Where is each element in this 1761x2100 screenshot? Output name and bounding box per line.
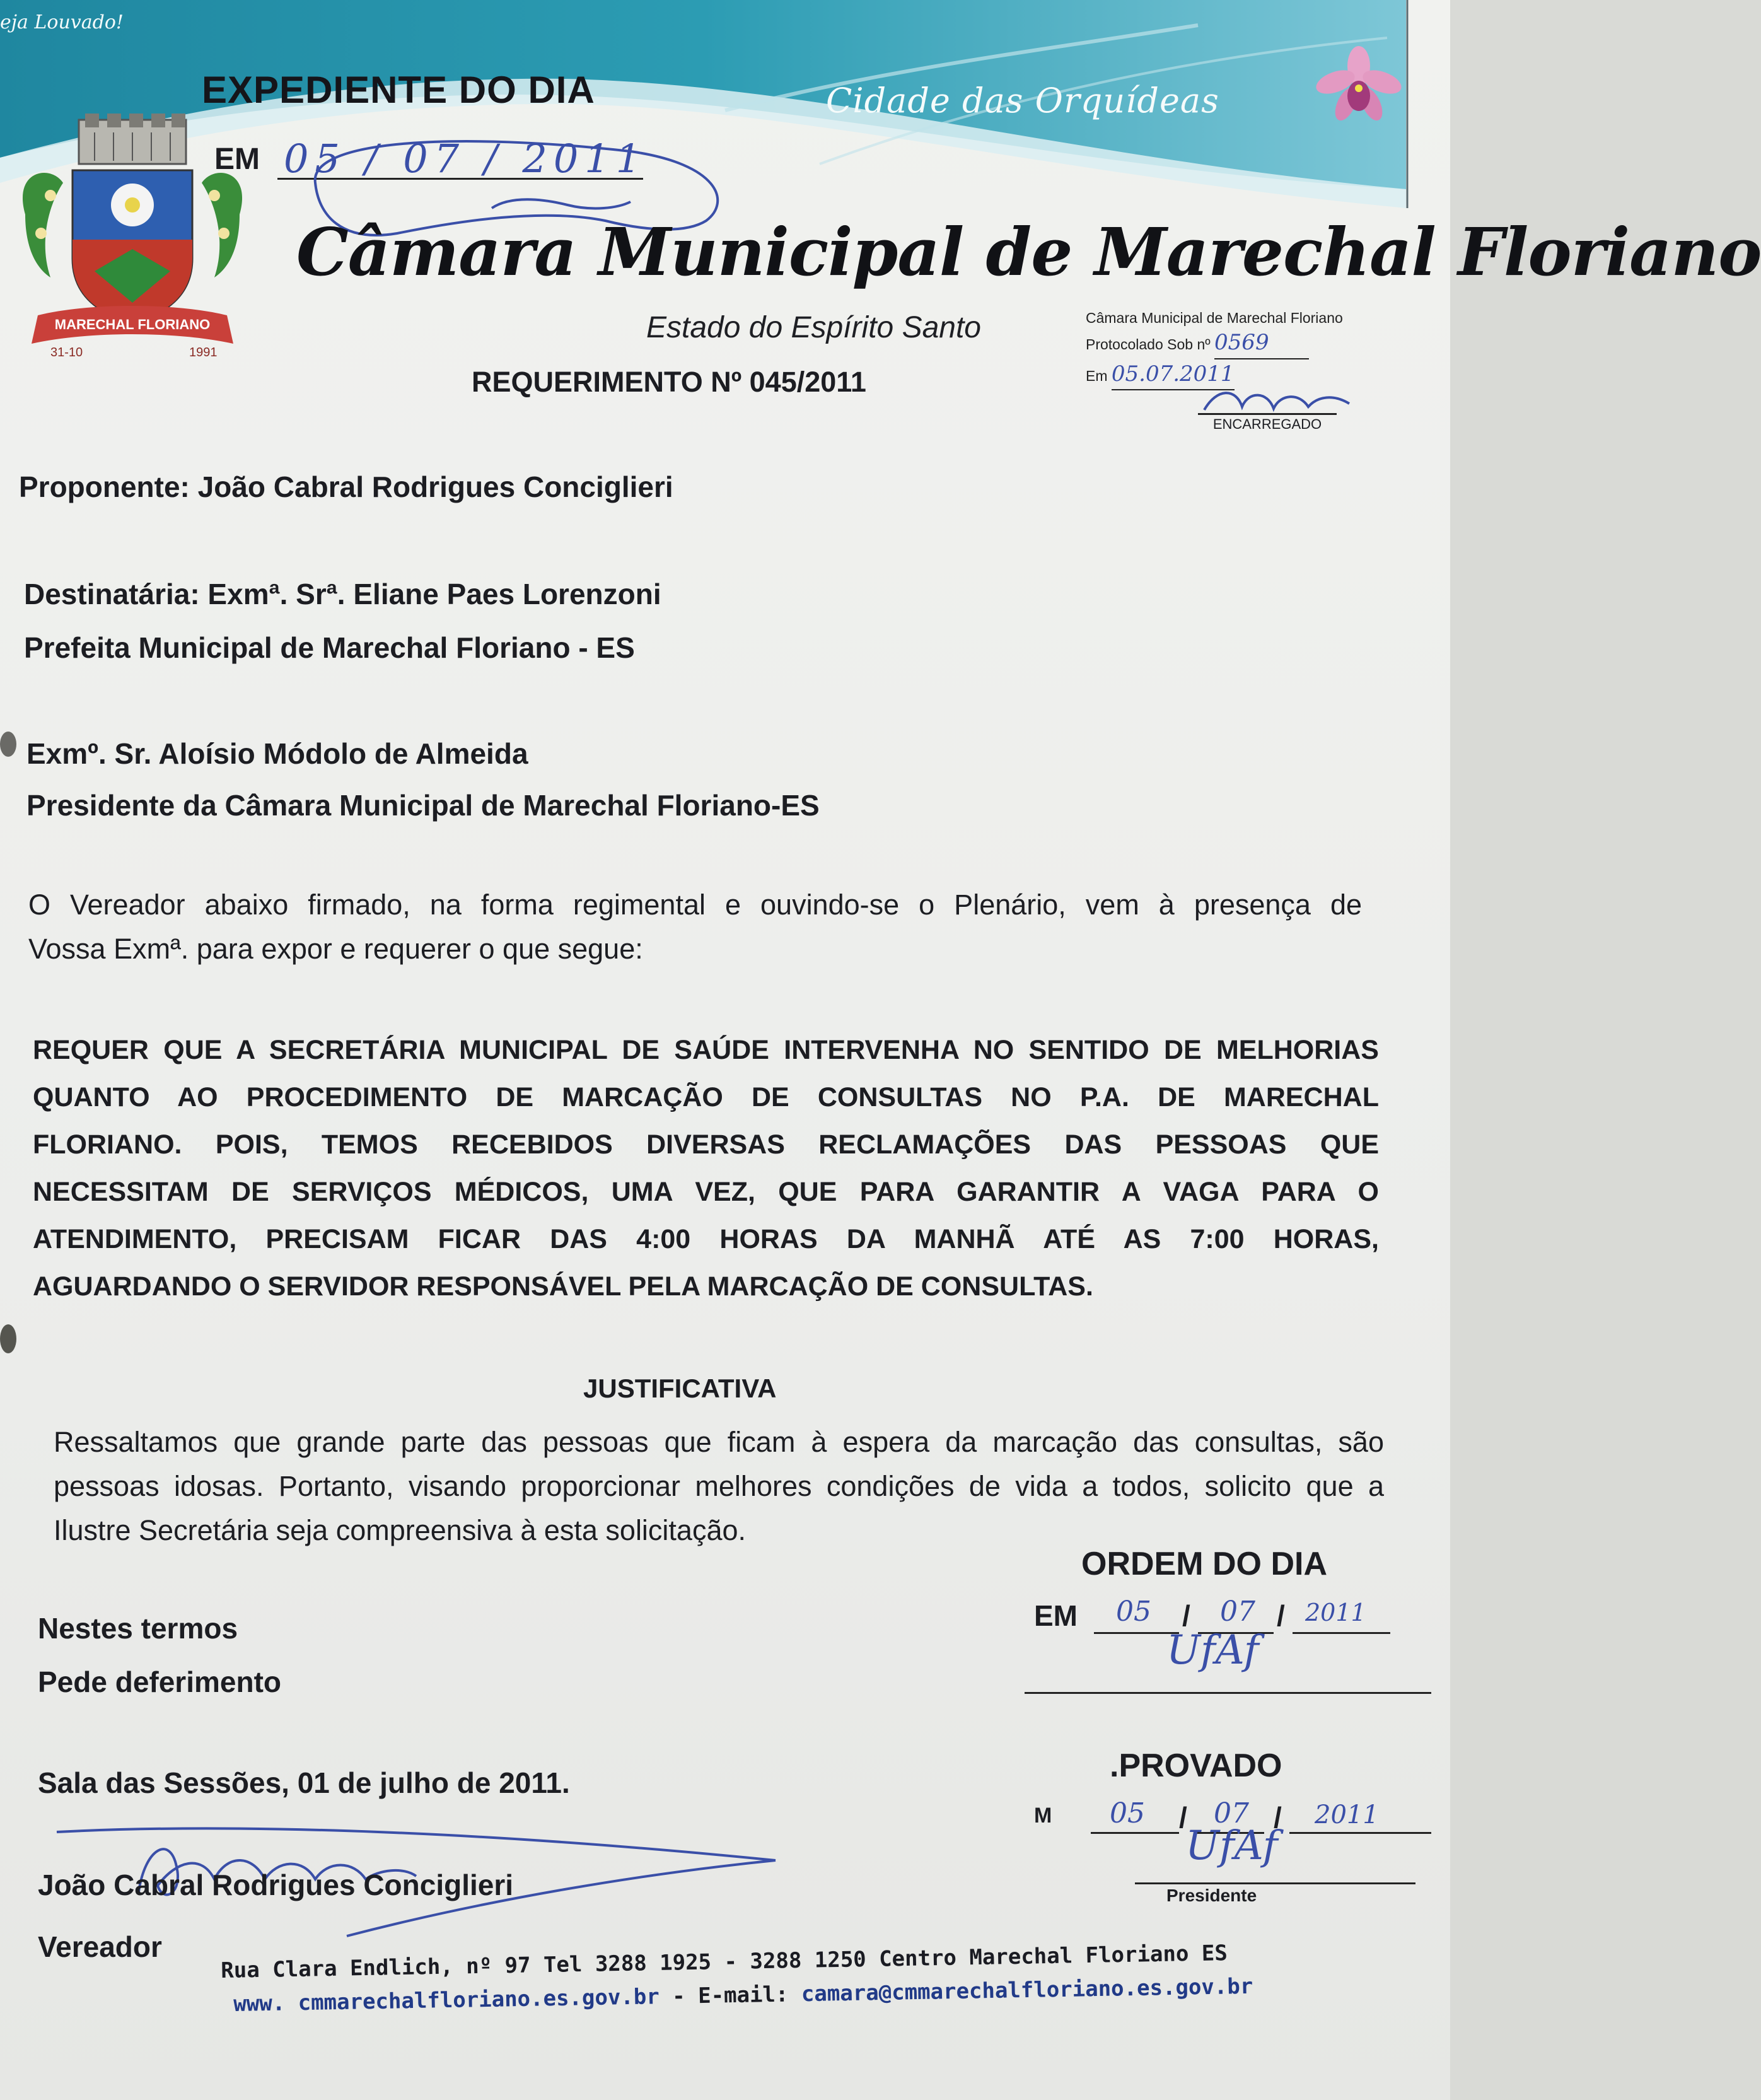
- ordem-month: 07: [1220, 1595, 1255, 1628]
- signer-name: João Cabral Rodrigues Conciglieri: [38, 1869, 514, 1901]
- expediente-title: EXPEDIENTE DO DIA: [202, 69, 595, 111]
- ordem-day: 05: [1116, 1595, 1151, 1628]
- aprovado-slash-1: /: [1179, 1801, 1187, 1834]
- closing-line-2: Pede deferimento: [38, 1665, 281, 1698]
- ordem-year-line: [1293, 1632, 1390, 1634]
- justificativa-line: pessoas idosas. Portanto, visando proporcionar melhores condições de vida a todos, solicito que a: [54, 1470, 1384, 1502]
- crest-year-right: 1991: [189, 346, 218, 359]
- state-subtitle: Estado do Espírito Santo: [646, 311, 981, 344]
- request-line: QUANTO AO PROCEDIMENTO DE MARCAÇÃO DE CONSULTAS NO P.A. DE MARECHAL: [33, 1082, 1379, 1112]
- ordem-em-label: EM: [1034, 1599, 1078, 1632]
- aprovado-signature-line: [1135, 1882, 1415, 1884]
- request-line: AGUARDANDO O SERVIDOR RESPONSÁVEL PELA MARCAÇÃO DE CONSULTAS.: [33, 1271, 1093, 1302]
- closing-line-1: Nestes termos: [38, 1612, 238, 1645]
- aprovado-day: 05: [1110, 1797, 1145, 1829]
- orchid-icon: [1311, 44, 1406, 139]
- justificativa-line: Ilustre Secretária seja compreensiva à esta solicitação.: [54, 1514, 747, 1546]
- aprovado-title: .PROVADO: [1110, 1747, 1282, 1784]
- binder-hole: [0, 1324, 16, 1353]
- sala-das-sessoes: Sala das Sessões, 01 de julho de 2011.: [38, 1766, 570, 1799]
- requerimento-title: REQUERIMENTO Nº 045/2011: [472, 366, 866, 398]
- ordem-slash-2: /: [1277, 1599, 1285, 1632]
- protocol-stamp: [1086, 308, 1343, 390]
- justificativa-title: JUSTIFICATIVA: [583, 1374, 777, 1403]
- protocol-date: 05.07.2011: [1112, 359, 1235, 391]
- expediente-date: 05 / 07 / 2011: [284, 136, 648, 182]
- request-line: NECESSITAM DE SERVIÇOS MÉDICOS, UMA VEZ, QUE PARA GARANTIR A VAGA PARA O: [33, 1177, 1379, 1207]
- chamber-name: Câmara Municipal de Marechal Floriano: [296, 213, 1761, 291]
- cidade-tagline: Cidade das Orquídeas: [826, 81, 1219, 120]
- intro-line: O Vereador abaixo firmado, na forma regimental e ouvindo-se o Plenário, vem à presença de: [28, 889, 1362, 921]
- justificativa-paragraph: [54, 1420, 1384, 1553]
- destinataria-line: Destinatária: Exmª. Srª. Eliane Paes Lorenzoni: [24, 578, 661, 610]
- aprovado-year: 2011: [1315, 1800, 1379, 1829]
- proponente-line: Proponente: João Cabral Rodrigues Conciglieri: [19, 470, 673, 503]
- crest-year-left: 31-10: [50, 346, 83, 359]
- aprovado-em-label: M: [1034, 1804, 1052, 1828]
- footer-website[interactable]: www. cmmarechalfloriano.es.gov.br: [233, 1984, 660, 2017]
- protocol-label: Protocolado Sob nº: [1086, 336, 1211, 353]
- president-line: Exmº. Sr. Aloísio Módolo de Almeida: [26, 737, 528, 770]
- aprovado-day-line: [1091, 1832, 1179, 1834]
- intro-line: Vossa Exmª. para expor e requerer o que segue:: [28, 933, 643, 965]
- binder-hole: [0, 732, 16, 757]
- justificativa-line: Ressaltamos que grande parte das pessoas que ficam à espera da marcação das consultas, são: [54, 1426, 1384, 1458]
- protocol-em-label: Em: [1086, 367, 1108, 384]
- ordem-signature-line: [1025, 1692, 1431, 1694]
- destinataria-title-line: Prefeita Municipal de Marechal Floriano - ES: [24, 631, 635, 664]
- protocol-number: 0569: [1214, 328, 1309, 359]
- request-line: FLORIANO. POIS, TEMOS RECEBIDOS DIVERSAS RECLAMAÇÕES DAS PESSOAS QUE: [33, 1129, 1379, 1160]
- aprovado-slash-2: /: [1274, 1801, 1282, 1834]
- intro-paragraph: [28, 883, 1362, 971]
- request-line: REQUER QUE A SECRETÁRIA MUNICIPAL DE SAÚDE INTERVENHA NO SENTIDO DE MELHORIAS: [33, 1035, 1379, 1065]
- footer-address: Rua Clara Endlich, nº 97 Tel 3288 1925 - 3288 1250 Centro Marechal Floriano ES: [221, 1940, 1228, 1983]
- footer-email[interactable]: camara@cmmarechalfloriano.es.gov.br: [801, 1973, 1253, 2007]
- signer-role: Vereador: [38, 1930, 162, 1963]
- ordem-year: 2011: [1305, 1599, 1366, 1626]
- encarregado-label: ENCARREGADO: [1198, 413, 1337, 433]
- request-body: [33, 1027, 1379, 1310]
- ordem-initials: UfAf: [1166, 1627, 1259, 1674]
- ordem-slash-1: /: [1182, 1599, 1190, 1632]
- footer-email-label: - E-mail:: [659, 1981, 802, 2010]
- protocol-number-row: [1086, 328, 1343, 359]
- ordem-do-dia-title: ORDEM DO DIA: [1081, 1546, 1327, 1582]
- aprovado-year-line: [1289, 1832, 1431, 1834]
- expediente-em-label: EM: [214, 143, 260, 176]
- aprovado-initials: UfAf: [1185, 1823, 1278, 1869]
- crest-ribbon-text: MARECHAL FLORIANO: [54, 317, 211, 332]
- request-line: ATENDIMENTO, PRECISAM FICAR DAS 4:00 HORAS DA MANHÃ ATÉ AS 7:00 HORAS,: [33, 1224, 1379, 1254]
- protocol-chamber-line: Câmara Municipal de Marechal Floriano: [1086, 310, 1343, 326]
- aprovado-month: 07: [1214, 1797, 1249, 1829]
- president-title-line: Presidente da Câmara Municipal de Marechal Floriano-ES: [26, 789, 820, 822]
- presidente-label: Presidente: [1166, 1886, 1257, 1905]
- header-slogan: eja Louvado!: [0, 11, 124, 33]
